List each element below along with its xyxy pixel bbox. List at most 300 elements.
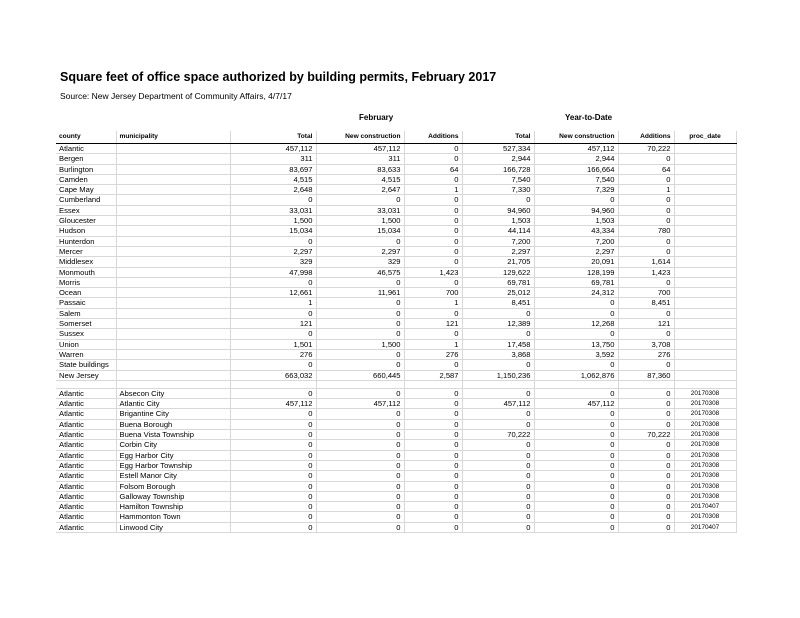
table-cell: Absecon City xyxy=(116,388,230,398)
table-cell: 0 xyxy=(230,471,316,481)
table-cell: 0 xyxy=(534,502,618,512)
spacer-row xyxy=(56,380,736,388)
table-cell xyxy=(116,236,230,246)
permits-table xyxy=(56,131,737,533)
table-cell: 0 xyxy=(534,298,618,308)
county-row xyxy=(56,205,736,215)
table-cell: 0 xyxy=(618,308,674,318)
table-cell: 0 xyxy=(404,522,462,532)
table-cell: 1 xyxy=(230,298,316,308)
municipality-row xyxy=(56,388,736,398)
table-cell: 7,200 xyxy=(534,236,618,246)
table-cell: 70,222 xyxy=(618,144,674,154)
table-cell: New Jersey xyxy=(56,370,116,380)
table-cell xyxy=(674,277,736,287)
table-cell: 0 xyxy=(316,319,404,329)
table-cell: 83,633 xyxy=(316,164,404,174)
table-cell: 0 xyxy=(316,481,404,491)
table-cell xyxy=(116,226,230,236)
table-cell: 0 xyxy=(534,512,618,522)
table-cell: 8,451 xyxy=(462,298,534,308)
table-cell: 15,034 xyxy=(230,226,316,236)
table-cell: 0 xyxy=(404,257,462,267)
table-cell: Hamilton Township xyxy=(116,502,230,512)
table-cell: 0 xyxy=(316,491,404,501)
table-cell: 0 xyxy=(404,502,462,512)
table-cell: 1,500 xyxy=(316,339,404,349)
table-cell: 1 xyxy=(618,185,674,195)
table-cell: 1,423 xyxy=(618,267,674,277)
table-cell: 0 xyxy=(404,246,462,256)
table-cell: 0 xyxy=(462,471,534,481)
table-cell: State buildings xyxy=(56,360,116,370)
spacer-cell xyxy=(56,380,116,388)
table-cell: 13,750 xyxy=(534,339,618,349)
table-cell: 87,360 xyxy=(618,370,674,380)
county-row xyxy=(56,288,736,298)
table-cell: 0 xyxy=(230,512,316,522)
table-cell: 33,031 xyxy=(230,205,316,215)
table-cell: 46,575 xyxy=(316,267,404,277)
table-cell: Hudson xyxy=(56,226,116,236)
table-cell: 0 xyxy=(618,481,674,491)
table-cell: 0 xyxy=(230,430,316,440)
table-cell: 0 xyxy=(230,502,316,512)
table-cell: 33,031 xyxy=(316,205,404,215)
table-cell xyxy=(674,226,736,236)
table-cell: 3,592 xyxy=(534,349,618,359)
table-cell: Middlesex xyxy=(56,257,116,267)
table-cell: 0 xyxy=(316,329,404,339)
column-header: county xyxy=(56,131,116,144)
table-cell: 527,334 xyxy=(462,144,534,154)
table-body xyxy=(56,131,736,532)
table-cell: 0 xyxy=(618,491,674,501)
table-cell: 0 xyxy=(316,460,404,470)
table-cell: 128,199 xyxy=(534,267,618,277)
table-cell: Corbin City xyxy=(116,440,230,450)
table-cell: Atlantic xyxy=(56,460,116,470)
table-cell: 0 xyxy=(316,349,404,359)
table-cell xyxy=(674,298,736,308)
table-cell xyxy=(674,370,736,380)
table-cell: 276 xyxy=(230,349,316,359)
table-cell: 0 xyxy=(462,388,534,398)
table-cell: Ocean xyxy=(56,288,116,298)
table-cell: 0 xyxy=(462,409,534,419)
table-cell: 0 xyxy=(404,491,462,501)
table-cell: Atlantic xyxy=(56,388,116,398)
table-cell: Salem xyxy=(56,308,116,318)
county-row xyxy=(56,226,736,236)
spacer-cell xyxy=(534,380,618,388)
table-cell xyxy=(674,319,736,329)
table-cell: 311 xyxy=(316,154,404,164)
source-note: Source: New Jersey Department of Community Affairs, 4/7/17 xyxy=(60,91,292,101)
table-cell: 25,012 xyxy=(462,288,534,298)
table-cell: 0 xyxy=(618,440,674,450)
county-row xyxy=(56,174,736,184)
table-cell: 0 xyxy=(462,419,534,429)
table-cell: Hunterdon xyxy=(56,236,116,246)
table-cell: Buena Vista Township xyxy=(116,430,230,440)
county-row xyxy=(56,267,736,277)
table-cell: 0 xyxy=(230,491,316,501)
spacer-cell xyxy=(462,380,534,388)
table-cell: 2,297 xyxy=(534,246,618,256)
table-cell: 0 xyxy=(404,512,462,522)
table-cell: 0 xyxy=(404,388,462,398)
table-cell: 1,062,876 xyxy=(534,370,618,380)
table-cell: 7,200 xyxy=(462,236,534,246)
table-cell: 7,540 xyxy=(534,174,618,184)
table-cell: 129,622 xyxy=(462,267,534,277)
table-cell: 20170308 xyxy=(674,419,736,429)
table-cell: 0 xyxy=(618,174,674,184)
table-cell: 12,661 xyxy=(230,288,316,298)
table-cell: 0 xyxy=(404,481,462,491)
table-cell: 20170308 xyxy=(674,471,736,481)
table-cell: 0 xyxy=(404,329,462,339)
column-header: Additions xyxy=(404,131,462,144)
county-row xyxy=(56,277,736,287)
county-row xyxy=(56,185,736,195)
table-cell: 0 xyxy=(230,360,316,370)
table-cell: 329 xyxy=(230,257,316,267)
table-cell: 0 xyxy=(618,522,674,532)
table-cell: 0 xyxy=(404,471,462,481)
table-cell: 20170308 xyxy=(674,460,736,470)
table-cell: Monmouth xyxy=(56,267,116,277)
table-cell: Union xyxy=(56,339,116,349)
table-cell: 0 xyxy=(534,491,618,501)
table-cell: Cape May xyxy=(56,185,116,195)
table-cell: Atlantic xyxy=(56,399,116,409)
table-cell xyxy=(116,349,230,359)
table-cell xyxy=(116,319,230,329)
table-cell: 0 xyxy=(316,502,404,512)
table-cell: 457,112 xyxy=(230,399,316,409)
spacer-cell xyxy=(618,380,674,388)
table-cell xyxy=(116,370,230,380)
table-cell: 70,222 xyxy=(462,430,534,440)
table-cell: 0 xyxy=(230,481,316,491)
county-row xyxy=(56,195,736,205)
table-cell: 70,222 xyxy=(618,430,674,440)
table-cell: 0 xyxy=(534,308,618,318)
table-cell: 0 xyxy=(462,450,534,460)
county-row xyxy=(56,308,736,318)
table-cell xyxy=(116,288,230,298)
table-cell xyxy=(116,164,230,174)
table-cell: Sussex xyxy=(56,329,116,339)
table-cell: 2,587 xyxy=(404,370,462,380)
table-cell: 0 xyxy=(230,195,316,205)
table-cell: 0 xyxy=(618,460,674,470)
table-cell: 43,334 xyxy=(534,226,618,236)
table-cell: 0 xyxy=(404,277,462,287)
table-cell: Hammonton Town xyxy=(116,512,230,522)
table-cell: Atlantic xyxy=(56,491,116,501)
table-cell: 0 xyxy=(534,409,618,419)
table-cell: 0 xyxy=(404,308,462,318)
spacer-cell xyxy=(404,380,462,388)
table-cell: 11,961 xyxy=(316,288,404,298)
table-cell: 0 xyxy=(618,360,674,370)
table-cell xyxy=(116,144,230,154)
table-cell: 0 xyxy=(230,308,316,318)
table-cell: 0 xyxy=(404,174,462,184)
table-cell: Brigantine City xyxy=(116,409,230,419)
table-cell: 0 xyxy=(462,491,534,501)
table-cell xyxy=(674,236,736,246)
table-cell: 121 xyxy=(618,319,674,329)
county-row xyxy=(56,216,736,226)
table-cell: 0 xyxy=(230,522,316,532)
table-cell: 0 xyxy=(404,144,462,154)
table-cell: 1,503 xyxy=(534,216,618,226)
table-cell: 0 xyxy=(230,419,316,429)
table-cell: 2,944 xyxy=(462,154,534,164)
table-cell: 0 xyxy=(404,195,462,205)
county-row xyxy=(56,257,736,267)
table-cell: 12,389 xyxy=(462,319,534,329)
table-cell xyxy=(674,267,736,277)
table-cell: 0 xyxy=(230,329,316,339)
table-cell: 0 xyxy=(404,205,462,215)
table-cell: Somerset xyxy=(56,319,116,329)
municipality-row xyxy=(56,450,736,460)
table-cell: Camden xyxy=(56,174,116,184)
table-cell: 20170308 xyxy=(674,388,736,398)
table-cell: 0 xyxy=(462,329,534,339)
table-cell: 121 xyxy=(230,319,316,329)
ytd-group-header: Year-to-Date xyxy=(565,113,613,122)
table-cell: 329 xyxy=(316,257,404,267)
table-cell: 0 xyxy=(618,419,674,429)
table-cell: 0 xyxy=(404,154,462,164)
table-cell: 0 xyxy=(534,471,618,481)
table-cell: 44,114 xyxy=(462,226,534,236)
table-cell: 7,330 xyxy=(462,185,534,195)
table-cell: 457,112 xyxy=(534,399,618,409)
table-cell: 0 xyxy=(404,399,462,409)
table-cell: 0 xyxy=(404,440,462,450)
table-cell xyxy=(674,174,736,184)
table-cell: Atlantic xyxy=(56,419,116,429)
table-cell xyxy=(674,154,736,164)
county-row xyxy=(56,370,736,380)
table-cell: 20,091 xyxy=(534,257,618,267)
table-cell: Atlantic City xyxy=(116,399,230,409)
county-row xyxy=(56,360,736,370)
table-cell: 1,423 xyxy=(404,267,462,277)
table-cell xyxy=(674,308,736,318)
table-cell: 0 xyxy=(316,388,404,398)
table-cell: 0 xyxy=(230,409,316,419)
table-cell xyxy=(116,339,230,349)
table-cell: 0 xyxy=(618,388,674,398)
table-cell: 0 xyxy=(534,430,618,440)
table-cell: 0 xyxy=(316,450,404,460)
table-cell xyxy=(674,216,736,226)
table-cell: 0 xyxy=(404,430,462,440)
table-cell: 0 xyxy=(534,440,618,450)
municipality-row xyxy=(56,460,736,470)
table-cell: Cumberland xyxy=(56,195,116,205)
county-row xyxy=(56,339,736,349)
table-cell: 0 xyxy=(404,409,462,419)
table-cell: 0 xyxy=(618,236,674,246)
table-cell: Atlantic xyxy=(56,450,116,460)
table-cell: 0 xyxy=(534,481,618,491)
table-cell: Warren xyxy=(56,349,116,359)
table-cell xyxy=(116,298,230,308)
municipality-row xyxy=(56,522,736,532)
county-row xyxy=(56,144,736,154)
table-cell: 0 xyxy=(462,440,534,450)
municipality-row xyxy=(56,502,736,512)
table-cell: 0 xyxy=(534,360,618,370)
table-cell: 64 xyxy=(618,164,674,174)
table-cell: 0 xyxy=(404,216,462,226)
table-cell: 0 xyxy=(618,246,674,256)
table-cell: 2,647 xyxy=(316,185,404,195)
table-cell: 457,112 xyxy=(462,399,534,409)
county-row xyxy=(56,319,736,329)
table-cell: 20170308 xyxy=(674,481,736,491)
table-cell: 0 xyxy=(618,277,674,287)
table-cell: 0 xyxy=(618,399,674,409)
table-cell xyxy=(674,329,736,339)
table-cell: 2,297 xyxy=(230,246,316,256)
table-cell: 0 xyxy=(316,195,404,205)
table-cell: 0 xyxy=(404,450,462,460)
table-cell: 1,501 xyxy=(230,339,316,349)
county-row xyxy=(56,349,736,359)
table-cell: 0 xyxy=(534,522,618,532)
table-cell xyxy=(674,205,736,215)
municipality-row xyxy=(56,471,736,481)
table-cell: 0 xyxy=(230,277,316,287)
table-header-row xyxy=(56,131,736,144)
table-cell: 1 xyxy=(404,185,462,195)
table-cell: 24,312 xyxy=(534,288,618,298)
table-cell: Linwood City xyxy=(116,522,230,532)
table-cell: 0 xyxy=(316,236,404,246)
table-cell: 0 xyxy=(534,450,618,460)
municipality-row xyxy=(56,399,736,409)
table-cell xyxy=(674,360,736,370)
table-cell: 20170308 xyxy=(674,512,736,522)
table-cell: Burlington xyxy=(56,164,116,174)
table-cell: 7,329 xyxy=(534,185,618,195)
table-cell: Egg Harbor Township xyxy=(116,460,230,470)
county-row xyxy=(56,329,736,339)
table-cell: 0 xyxy=(462,522,534,532)
table-cell: 0 xyxy=(618,195,674,205)
table-cell: Atlantic xyxy=(56,440,116,450)
table-cell: 0 xyxy=(230,440,316,450)
table-cell: 94,960 xyxy=(462,205,534,215)
table-cell: 0 xyxy=(618,471,674,481)
table-cell: 457,112 xyxy=(230,144,316,154)
table-cell: 0 xyxy=(618,409,674,419)
table-cell: 0 xyxy=(230,450,316,460)
table-cell: 0 xyxy=(618,154,674,164)
table-cell: 0 xyxy=(462,460,534,470)
table-cell: 0 xyxy=(618,502,674,512)
table-cell: 311 xyxy=(230,154,316,164)
table-cell: 0 xyxy=(404,360,462,370)
table-cell: 1,614 xyxy=(618,257,674,267)
table-cell: Atlantic xyxy=(56,481,116,491)
table-cell: 0 xyxy=(534,329,618,339)
table-cell: Atlantic xyxy=(56,144,116,154)
table-cell: 0 xyxy=(316,430,404,440)
table-cell: 20170308 xyxy=(674,491,736,501)
table-cell xyxy=(116,257,230,267)
table-cell: 15,034 xyxy=(316,226,404,236)
table-cell: 0 xyxy=(462,308,534,318)
table-cell: 20170308 xyxy=(674,399,736,409)
municipality-row xyxy=(56,440,736,450)
table-cell: 17,458 xyxy=(462,339,534,349)
table-cell: 1 xyxy=(404,339,462,349)
table-cell xyxy=(116,308,230,318)
table-cell xyxy=(674,144,736,154)
table-cell: 2,297 xyxy=(316,246,404,256)
table-cell: 0 xyxy=(534,419,618,429)
table-cell: Atlantic xyxy=(56,471,116,481)
table-cell xyxy=(674,257,736,267)
table-cell: Atlantic xyxy=(56,522,116,532)
table-cell: 0 xyxy=(462,512,534,522)
table-cell: 47,998 xyxy=(230,267,316,277)
table-cell: 0 xyxy=(316,360,404,370)
table-cell: Passaic xyxy=(56,298,116,308)
table-cell: 457,112 xyxy=(534,144,618,154)
table-cell: 0 xyxy=(316,308,404,318)
table-cell: Bergen xyxy=(56,154,116,164)
table-cell: 0 xyxy=(618,216,674,226)
table-cell: 0 xyxy=(316,522,404,532)
table-cell: 20170308 xyxy=(674,450,736,460)
report-title: Square feet of office space authorized by building permits, February 2017 xyxy=(60,70,497,84)
table-cell: Essex xyxy=(56,205,116,215)
column-header: municipality xyxy=(116,131,230,144)
table-cell: 4,515 xyxy=(316,174,404,184)
table-cell: Gloucester xyxy=(56,216,116,226)
table-cell: 0 xyxy=(316,298,404,308)
table-cell xyxy=(674,246,736,256)
county-row xyxy=(56,154,736,164)
table-cell: 0 xyxy=(618,205,674,215)
table-cell: 0 xyxy=(316,440,404,450)
table-cell: 0 xyxy=(230,388,316,398)
table-cell: 660,445 xyxy=(316,370,404,380)
table-cell: Egg Harbor City xyxy=(116,450,230,460)
table-cell: 2,297 xyxy=(462,246,534,256)
table-cell xyxy=(116,277,230,287)
table-cell: 166,728 xyxy=(462,164,534,174)
table-cell xyxy=(116,329,230,339)
column-header: Additions xyxy=(618,131,674,144)
table-cell xyxy=(116,174,230,184)
column-header: New construction xyxy=(534,131,618,144)
table-cell xyxy=(674,288,736,298)
table-cell: 2,944 xyxy=(534,154,618,164)
